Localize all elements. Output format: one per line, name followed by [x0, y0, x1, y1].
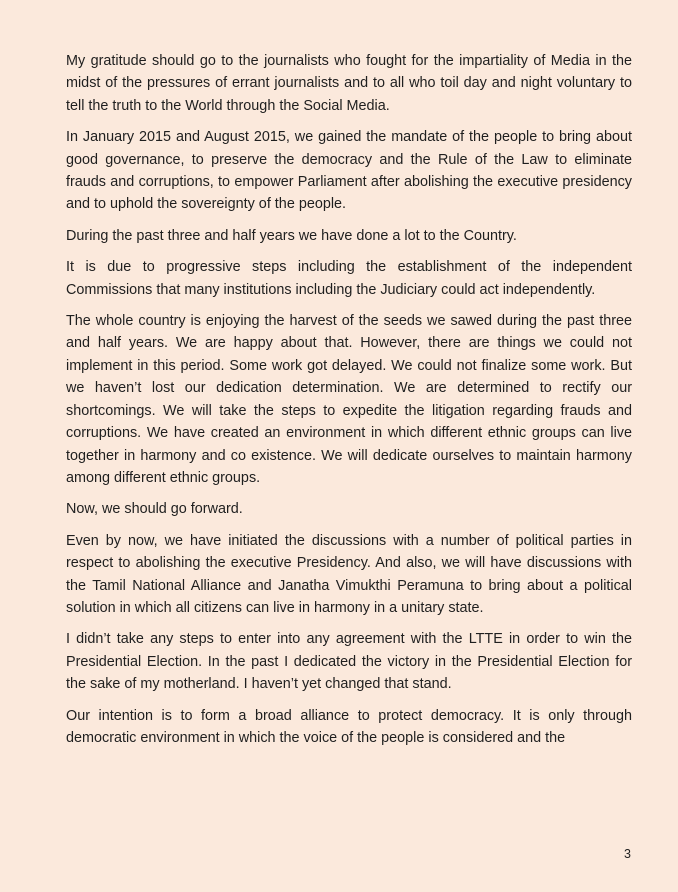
paragraph-4: It is due to progressive steps including the establishment of the independent Commissions that many institutions including the Judiciary could act independently. — [66, 259, 632, 298]
paragraph-7: Even by now, we have initiated the discussions with a number of political parties in respect to abolishing the executive Presidency. And also, we will have discussions with the Tamil National Alliance and Janatha Vimukthi Peramuna to bring about a political solution in which all citizens can live in harmony in a unitary state. — [66, 532, 632, 616]
paragraph-2: In January 2015 and August 2015, we gained the mandate of the people to bring about good governance, to preserve the democracy and the Rule of the Law to eliminate frauds and corruptions, to empower Parliament after abolishing the executive presidency and to uphold the sovereignty of the people. — [66, 129, 632, 213]
paragraph-8: I didn’t take any steps to enter into any agreement with the LTTE in order to win the Presidential Election. In the past I dedicated the victory in the Presidential Election for the sake of my motherland. I haven’t yet changed that stand. — [66, 631, 632, 693]
page-number: 3 — [624, 847, 631, 861]
paragraph-3: During the past three and half years we have done a lot to the Country. — [66, 227, 517, 244]
paragraph-1: My gratitude should go to the journalists who fought for the impartiality of Media in the midst of the pressures of errant journalists and to all who toil day and night voluntary to tell the truth to the World through the Social Media. — [66, 53, 632, 114]
paragraph-5: The whole country is enjoying the harvest of the seeds we sawed during the past three and half years. We are happy about that. However, there are things we could not implement in this period. Some work got delayed. We could not finalize some work. But we haven’t lost our dedication determination. We are determined to rectify our shortcomings. We will take the steps to expedite the litigation regarding frauds and corruptions. We have created an environment in which different ethnic groups can live together in harmony and co existence. We will dedicate ourselves to maintain harmony among different ethnic groups. — [66, 313, 632, 486]
paragraph-9: Our intention is to form a broad alliance to protect democracy. It is only through democratic environment in which the voice of the people is considered and the — [66, 707, 632, 746]
paragraph-6: Now, we should go forward. — [66, 501, 243, 518]
document-body — [66, 50, 632, 758]
